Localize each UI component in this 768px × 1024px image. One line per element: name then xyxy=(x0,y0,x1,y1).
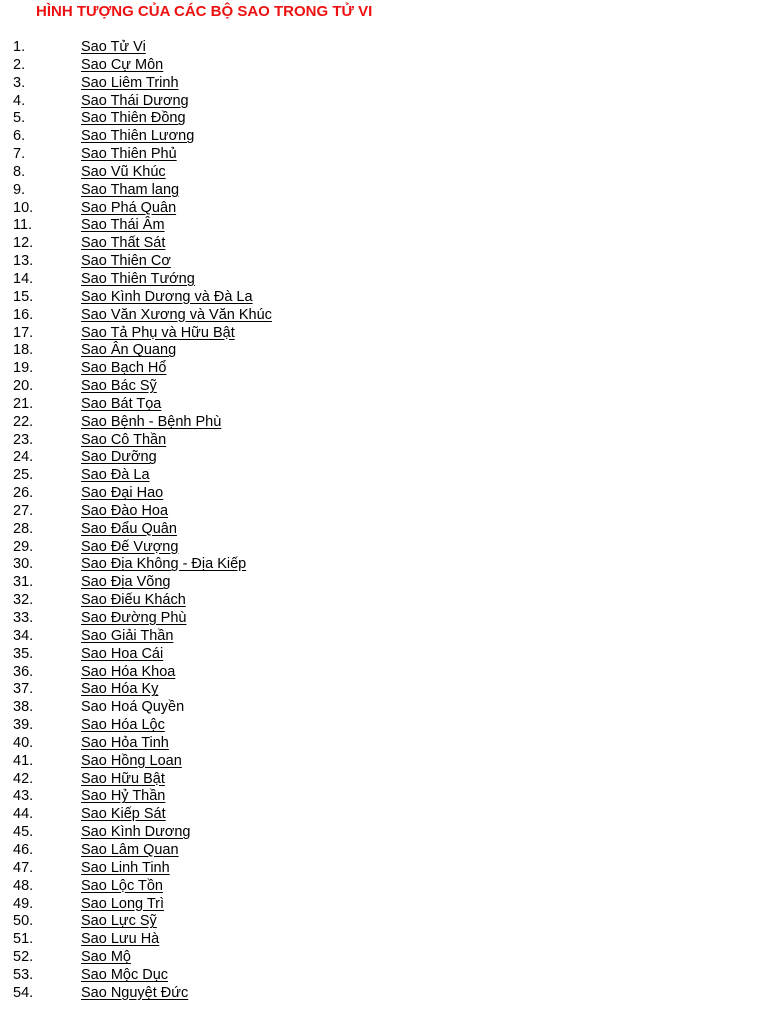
list-item-number: 42. xyxy=(13,770,34,787)
star-link[interactable]: Sao Cô Thần xyxy=(81,431,167,448)
star-link[interactable]: Sao Đào Hoa xyxy=(81,502,169,519)
list-item-number: 10. xyxy=(13,199,34,216)
list-item-number: 14. xyxy=(13,270,34,287)
list-item-number: 54. xyxy=(13,984,34,1001)
star-link[interactable]: Sao Ân Quang xyxy=(81,342,177,359)
list-item-number: 41. xyxy=(13,752,34,769)
star-link[interactable]: Sao Đà La xyxy=(81,467,150,484)
star-link[interactable]: Sao Long Trì xyxy=(81,895,165,912)
star-link[interactable]: Sao Linh Tinh xyxy=(81,859,170,876)
list-item-number: 50. xyxy=(13,913,34,930)
list-item-number: 11. xyxy=(13,217,33,234)
star-link[interactable]: Sao Bác Sỹ xyxy=(81,378,157,395)
page-title: HÌNH TƯỢNG CỦA CÁC BỘ SAO TRONG TỬ VI xyxy=(36,3,373,20)
list-item-number: 20. xyxy=(13,378,34,395)
list-item-number: 4. xyxy=(13,92,26,109)
list-item-number: 3. xyxy=(13,74,26,91)
star-label: Sao Hoá Quyền xyxy=(81,699,185,716)
star-link[interactable]: Sao Hỷ Thần xyxy=(81,788,166,805)
list-item-number: 7. xyxy=(13,146,26,163)
list-item-number: 40. xyxy=(13,734,34,751)
list-item-number: 19. xyxy=(13,360,34,377)
star-link[interactable]: Sao Địa Võng xyxy=(81,574,171,591)
list-item-number: 30. xyxy=(13,556,34,573)
list-item-number: 33. xyxy=(13,610,34,626)
star-link[interactable]: Sao Kiếp Sát xyxy=(81,806,166,823)
list-item-number: 44. xyxy=(13,806,34,823)
list-item-number: 29. xyxy=(13,538,34,555)
star-link[interactable]: Sao Phá Quân xyxy=(81,199,177,216)
star-link[interactable]: Sao Vũ Khúc xyxy=(81,163,166,180)
list-item-number: 46. xyxy=(13,841,34,858)
star-link[interactable]: Sao Thiên Tướng xyxy=(81,270,195,287)
list-item-number: 48. xyxy=(13,877,34,894)
list-item-number: 18. xyxy=(13,342,34,359)
star-link[interactable]: Sao Mộc Dục xyxy=(81,966,169,983)
list-item-number: 43. xyxy=(13,788,34,805)
list-item-number: 25. xyxy=(13,467,34,484)
star-link[interactable]: Sao Giải Thần xyxy=(81,627,174,644)
star-link[interactable]: Sao Lộc Tồn xyxy=(81,877,163,894)
star-link[interactable]: Sao Điếu Khách xyxy=(81,592,186,609)
star-link[interactable]: Sao Thiên Lương xyxy=(81,128,195,145)
star-link[interactable]: Sao Hỏa Tinh xyxy=(81,734,169,751)
star-link[interactable]: Sao Lâm Quan xyxy=(81,841,179,858)
list-item-number: 6. xyxy=(13,128,26,145)
star-link[interactable]: Sao Đại Hao xyxy=(81,485,164,502)
list-item-number: 17. xyxy=(13,324,34,341)
star-link[interactable]: Sao Kình Dương và Đà La xyxy=(81,288,253,305)
star-link[interactable]: Sao Đẩu Quân xyxy=(81,520,177,537)
star-link[interactable]: Sao Cự Môn xyxy=(81,56,164,73)
list-item-number: 36. xyxy=(13,663,34,680)
list-item-number: 31. xyxy=(13,574,34,591)
list-item-number: 52. xyxy=(13,949,34,966)
star-link[interactable]: Sao Dưỡng xyxy=(81,449,157,466)
star-link[interactable]: Sao Thiên Cơ xyxy=(81,253,171,270)
star-link[interactable]: Sao Thất Sát xyxy=(81,235,166,252)
list-item-number: 13. xyxy=(13,253,34,270)
list-item-number: 34. xyxy=(13,627,34,644)
list-item-number: 5. xyxy=(13,110,26,127)
star-link[interactable]: Sao Đường Phù xyxy=(81,610,187,626)
star-link[interactable]: Sao Tử Vi xyxy=(81,39,146,55)
star-link[interactable]: Sao Hóa Khoa xyxy=(81,663,176,680)
star-link[interactable]: Sao Hoa Cái xyxy=(81,645,164,662)
star-link[interactable]: Sao Kình Dương xyxy=(81,824,191,841)
star-link[interactable]: Sao Lực Sỹ xyxy=(81,913,157,930)
list-item-number: 49. xyxy=(13,895,34,912)
star-link[interactable]: Sao Bát Tọa xyxy=(81,395,162,412)
list-item-number: 32. xyxy=(13,592,34,609)
list-item-number: 21. xyxy=(13,395,34,412)
list-item-number: 23. xyxy=(13,431,34,448)
star-link[interactable]: Sao Thiên Đồng xyxy=(81,110,186,127)
list-item-number: 38. xyxy=(13,699,34,716)
list-item-number: 2. xyxy=(13,56,26,73)
list-item-number: 16. xyxy=(13,306,34,323)
star-link[interactable]: Sao Tả Phụ và Hữu Bật xyxy=(81,324,235,341)
list-item-number: 53. xyxy=(13,966,34,983)
star-link[interactable]: Sao Hữu Bật xyxy=(81,770,165,787)
star-link[interactable]: Sao Mộ xyxy=(81,949,131,966)
star-link[interactable]: Sao Nguyệt Đức xyxy=(81,984,189,1001)
star-link[interactable]: Sao Lưu Hà xyxy=(81,931,160,948)
list-item-number: 51. xyxy=(13,931,34,948)
star-link[interactable]: Sao Liêm Trinh xyxy=(81,74,179,91)
list-item-number: 28. xyxy=(13,520,34,537)
list-item-number: 12. xyxy=(13,235,34,252)
star-link[interactable]: Sao Văn Xương và Văn Khúc xyxy=(81,306,272,323)
list-item-number: 37. xyxy=(13,681,34,698)
star-link[interactable]: Sao Bệnh - Bệnh Phù xyxy=(81,413,222,430)
list-item-number: 1. xyxy=(13,39,26,55)
list-item-number: 9. xyxy=(13,181,26,198)
star-link[interactable]: Sao Bạch Hổ xyxy=(81,360,167,377)
star-link[interactable]: Sao Thiên Phủ xyxy=(81,146,177,163)
list-item-number: 45. xyxy=(13,824,34,841)
list-item-number: 26. xyxy=(13,485,34,502)
star-link[interactable]: Sao Đế Vượng xyxy=(81,538,179,555)
list-item-number: 47. xyxy=(13,859,34,876)
list-item-number: 35. xyxy=(13,645,34,662)
star-link[interactable]: Sao Tham lang xyxy=(81,181,180,198)
star-link[interactable]: Sao Địa Không - Địa Kiếp xyxy=(81,556,247,573)
star-link[interactable]: Sao Thái Dương xyxy=(81,92,189,109)
list-item-number: 27. xyxy=(13,502,34,519)
list-item-number: 22. xyxy=(13,413,34,430)
list-item-number: 39. xyxy=(13,717,34,734)
list-item-number: 15. xyxy=(13,288,34,305)
star-link[interactable]: Sao Hồng Loan xyxy=(81,752,182,769)
star-link[interactable]: Sao Hóa Lộc xyxy=(81,717,165,734)
list-item-number: 8. xyxy=(13,163,26,180)
list-item-number: 24. xyxy=(13,449,34,466)
star-link[interactable]: Sao Hóa Kỵ xyxy=(81,681,159,698)
star-link[interactable]: Sao Thái Âm xyxy=(81,217,165,234)
